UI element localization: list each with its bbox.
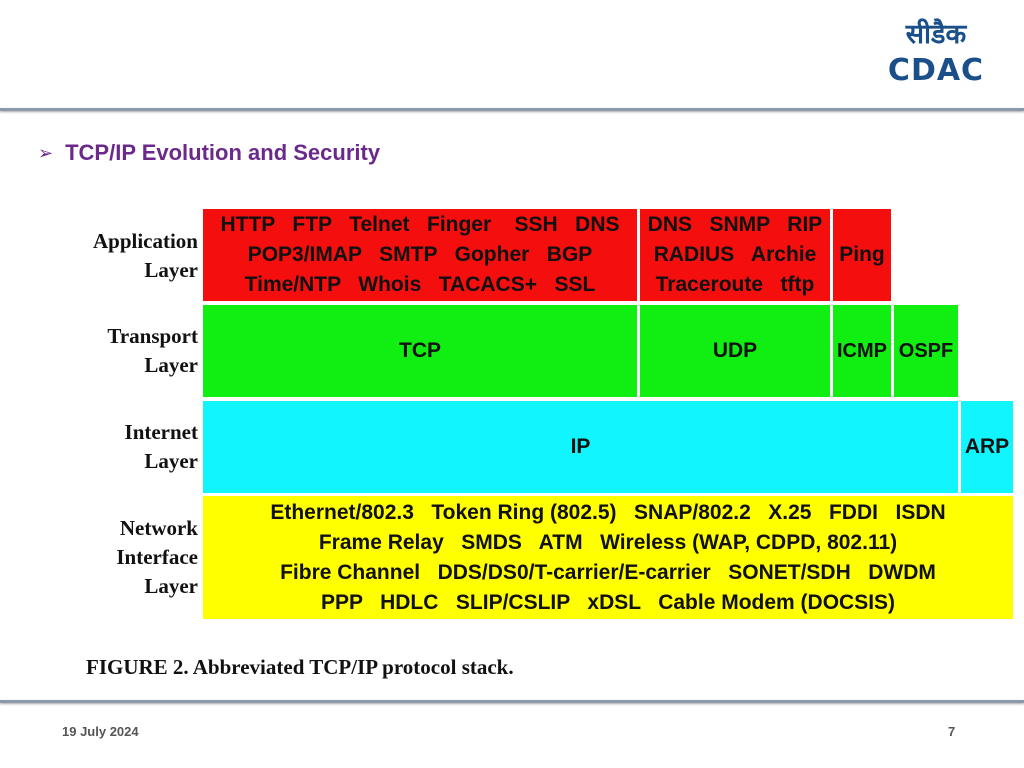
protocol-line: PPP HDLC SLIP/CSLIP xDSL Cable Modem (DOCSIS) bbox=[320, 590, 896, 614]
layer-label-internet bbox=[70, 418, 198, 476]
application-icmp-protocols bbox=[833, 209, 891, 301]
protocol-label: TCP bbox=[399, 339, 441, 362]
slide-title: TCP/IP Evolution and Security bbox=[65, 140, 381, 165]
layer-label-application bbox=[70, 227, 198, 285]
protocol-label: ARP bbox=[964, 435, 1010, 458]
protocol-line: DNS SNMP RIP bbox=[647, 213, 823, 236]
logo-hindi-text: सीडैक bbox=[905, 19, 967, 50]
logo-latin-text: CDAC bbox=[887, 53, 985, 88]
protocol-label: ICMP bbox=[837, 339, 887, 362]
transport-udp bbox=[640, 305, 830, 397]
layer-label-line: Network bbox=[119, 516, 198, 540]
layer-label-line: Internet bbox=[124, 420, 198, 444]
layer-label-line: Interface bbox=[116, 545, 198, 569]
page-number: 7 bbox=[948, 724, 956, 739]
cdac-logo bbox=[884, 18, 988, 90]
transport-ospf bbox=[894, 305, 958, 397]
layer-label-network bbox=[70, 514, 198, 601]
protocol-line: Frame Relay SMDS ATM Wireless (WAP, CDPD, 802.11) bbox=[318, 530, 898, 554]
protocol-line: Traceroute tftp bbox=[655, 273, 815, 296]
protocol-line: RADIUS Archie bbox=[653, 243, 817, 266]
header-divider bbox=[0, 108, 1024, 111]
layer-label-line: Layer bbox=[144, 449, 198, 473]
internet-ip bbox=[203, 401, 958, 493]
layer-label-transport bbox=[70, 322, 198, 380]
application-tcp-protocols bbox=[203, 209, 637, 301]
layer-label-line: Application bbox=[92, 229, 198, 253]
footer-date: 19 July 2024 bbox=[62, 724, 139, 739]
protocol-line: HTTP FTP Telnet Finger SSH DNS bbox=[220, 213, 620, 236]
layer-label-line: Layer bbox=[144, 574, 198, 598]
protocol-label: UDP bbox=[712, 339, 758, 362]
protocol-label: OSPF bbox=[898, 339, 954, 362]
footer-divider bbox=[0, 700, 1024, 703]
transport-tcp bbox=[203, 305, 637, 397]
arrow-bullet-icon: ➢ bbox=[38, 143, 54, 163]
application-udp-protocols bbox=[640, 209, 830, 301]
slide-heading bbox=[38, 138, 380, 168]
internet-arp bbox=[961, 401, 1013, 493]
protocol-line: POP3/IMAP SMTP Gopher BGP bbox=[247, 243, 593, 266]
figure-caption: FIGURE 2. Abbreviated TCP/IP protocol stack. bbox=[86, 655, 514, 679]
protocol-line: Fibre Channel DDS/DS0/T-carrier/E-carrier SONET/SDH DWDM bbox=[280, 560, 936, 584]
protocol-line: Time/NTP Whois TACACS+ SSL bbox=[244, 273, 596, 296]
layer-label-line: Layer bbox=[144, 353, 198, 377]
transport-icmp bbox=[833, 305, 891, 397]
layer-label-line: Transport bbox=[107, 324, 198, 348]
protocol-label: IP bbox=[570, 435, 591, 458]
protocol-line: Ethernet/802.3 Token Ring (802.5) SNAP/802.2 X.25 FDDI ISDN bbox=[270, 500, 946, 524]
layer-label-line: Layer bbox=[144, 258, 198, 282]
network-interface-protocols bbox=[203, 496, 1013, 619]
protocol-line: Ping bbox=[839, 243, 885, 266]
